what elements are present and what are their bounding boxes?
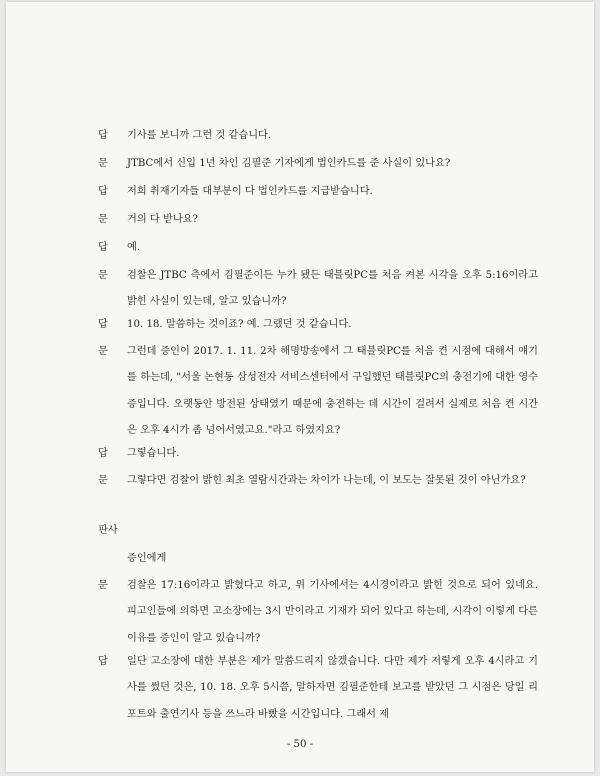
row-text: JTBC에서 신입 1년 차인 김필준 기자에게 법인카드를 준 사실이 있나요? [127,158,451,169]
row-text: 10. 18. 말씀하는 것이죠? 예. 그랬던 것 같습니다. [127,319,352,330]
speaker-mark: 답 [98,130,108,141]
row-text: 그렇다면 검찰이 밝힌 최초 열람시간과는 차이가 나는데, 이 보도는 잘못된 것이 아닌가요? [127,475,526,486]
speaker-mark: 답 [98,656,108,667]
row-text: 검찰은 17:16이라고 밝혔다고 하고, 위 기사에서는 4시경이라고 밝힌 것으로 되어 있네요. 피고인들에 의하면 고소장에는 3시 반이라고 기재가 되어 있다고 하는데, 시각이 이렇게 다른 이유를 증인이 알고 있습니까? [127,580,538,644]
speaker-mark: 문 [98,158,108,169]
row-text: 기사를 보니까 그런 것 같습니다. [127,130,272,141]
speaker-mark: 답 [98,242,108,253]
speaker-mark: 문 [98,214,108,225]
document-page [6,2,594,772]
row-text: 증인에게 [127,553,167,564]
speaker-mark: 문 [98,580,108,591]
page-number: - 50 - [286,739,314,750]
row-text: 거의 다 받나요? [127,214,198,225]
speaker-mark: 문 [98,475,108,486]
speaker-mark: 문 [98,270,108,281]
row-text: 검찰은 JTBC 측에서 김필준이든 누가 됐든 태블릿PC를 처음 켜본 시각을 오후 5:16이라고 밝힌 사실이 있는데, 알고 있습니까? [127,270,538,308]
speaker-mark: 답 [98,448,108,459]
speaker-mark: 답 [98,186,108,197]
row-text: 예. [127,242,141,253]
row-text: 저희 취재기자들 대부분이 다 법인카드를 지급받습니다. [127,186,373,197]
speaker-mark: 문 [98,346,108,357]
speaker-mark: 판사 [98,525,118,536]
row-text: 일단 고소장에 대한 부분은 제가 말씀드리지 않겠습니다. 다만 제가 저렇게 오후 4시라고 기사를 썼던 것은, 10. 18. 오후 5시쯤, 말하자면 김필준한테 보고를 받았던 그 시점은 당일 리포트와 출연기사 등을 쓰느라 바빴을 시간입니다. 그래서 제 [127,656,538,720]
speaker-mark: 답 [98,319,108,330]
row-text: 그런데 증인이 2017. 1. 11. 2차 해명방송에서 그 태블릿PC를 처음 켠 시점에 대해서 얘기를 하는데, "서울 논현동 삼성전자 서비스센터에서 구입했던 태블릿PC의 충전기에 대한 영수증입니다. 오랫동안 방전된 상태였기 때문에 충전하는 데 시간이 걸려서 실제로 처음 켠 시간은 오후 4시가 좀 넘어서였고요."라고 하였지요? [127,346,538,436]
row-text: 그렇습니다. [127,448,180,459]
